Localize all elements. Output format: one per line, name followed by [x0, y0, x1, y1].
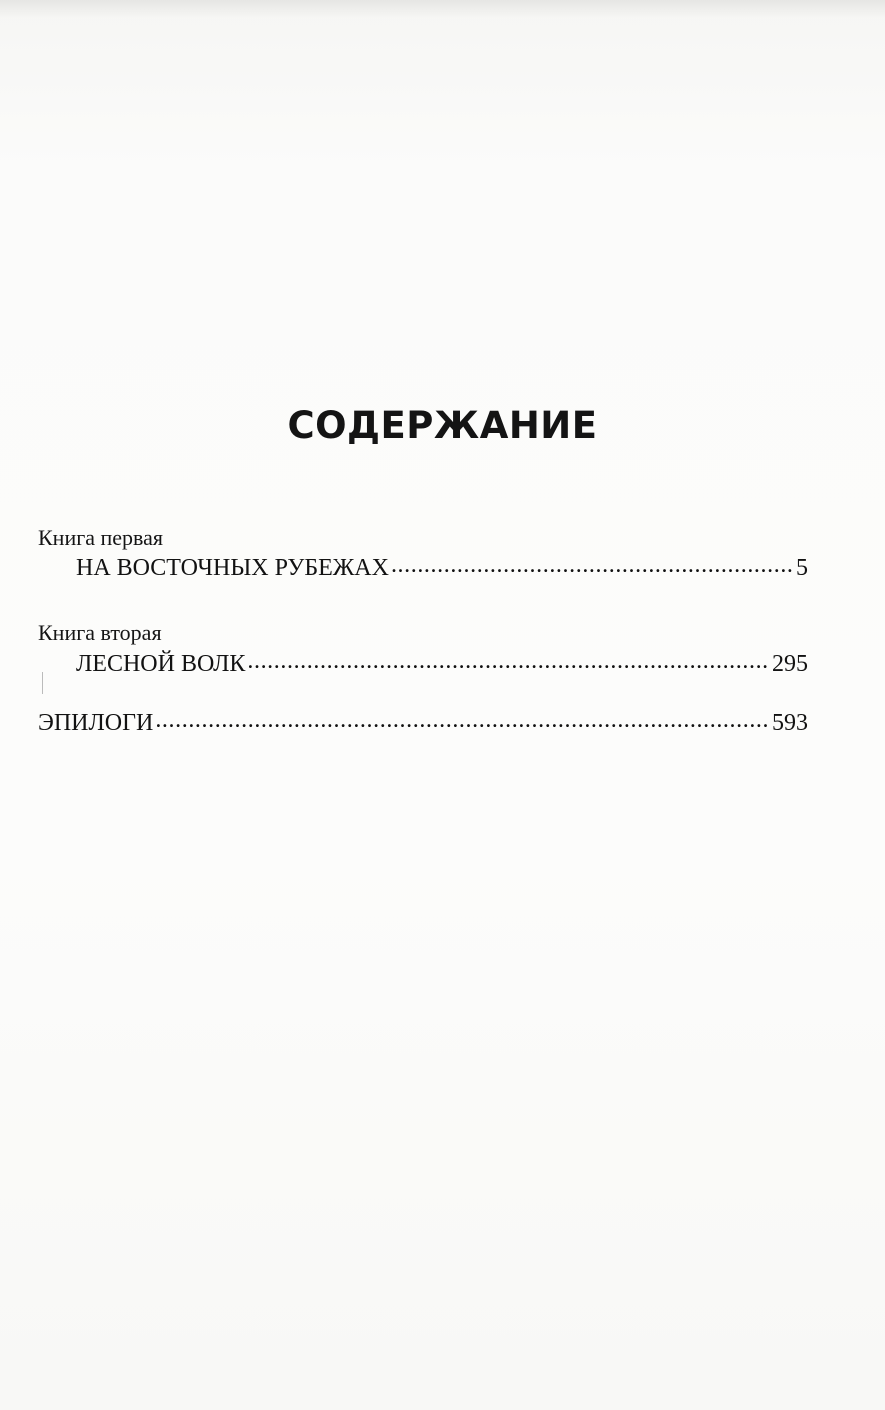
leader-dots [391, 551, 794, 575]
toc-entry-page-number: 5 [796, 555, 808, 581]
page-title: СОДЕРЖАНИЕ [287, 404, 598, 447]
toc-entry-title: ЛЕСНОЙ ВОЛК [76, 651, 246, 677]
toc-entry-title: НА ВОСТОЧНЫХ РУБЕЖАХ [76, 555, 389, 581]
scan-mark [42, 672, 43, 694]
book-two-label: Книга вторая [38, 620, 162, 645]
toc-entry-book-one[interactable] [76, 551, 808, 582]
toc-entry-page-number: 295 [772, 651, 808, 677]
leader-dots [155, 706, 770, 730]
toc-entry-page-number: 593 [772, 710, 808, 736]
page-top-shadow [0, 0, 885, 18]
toc-entry-title: ЭПИЛОГИ [38, 710, 154, 736]
book-one-label: Книга первая [38, 525, 164, 550]
toc-entry-epilogue[interactable] [38, 706, 808, 737]
toc-entry-book-two[interactable] [76, 647, 808, 678]
leader-dots [247, 647, 770, 671]
